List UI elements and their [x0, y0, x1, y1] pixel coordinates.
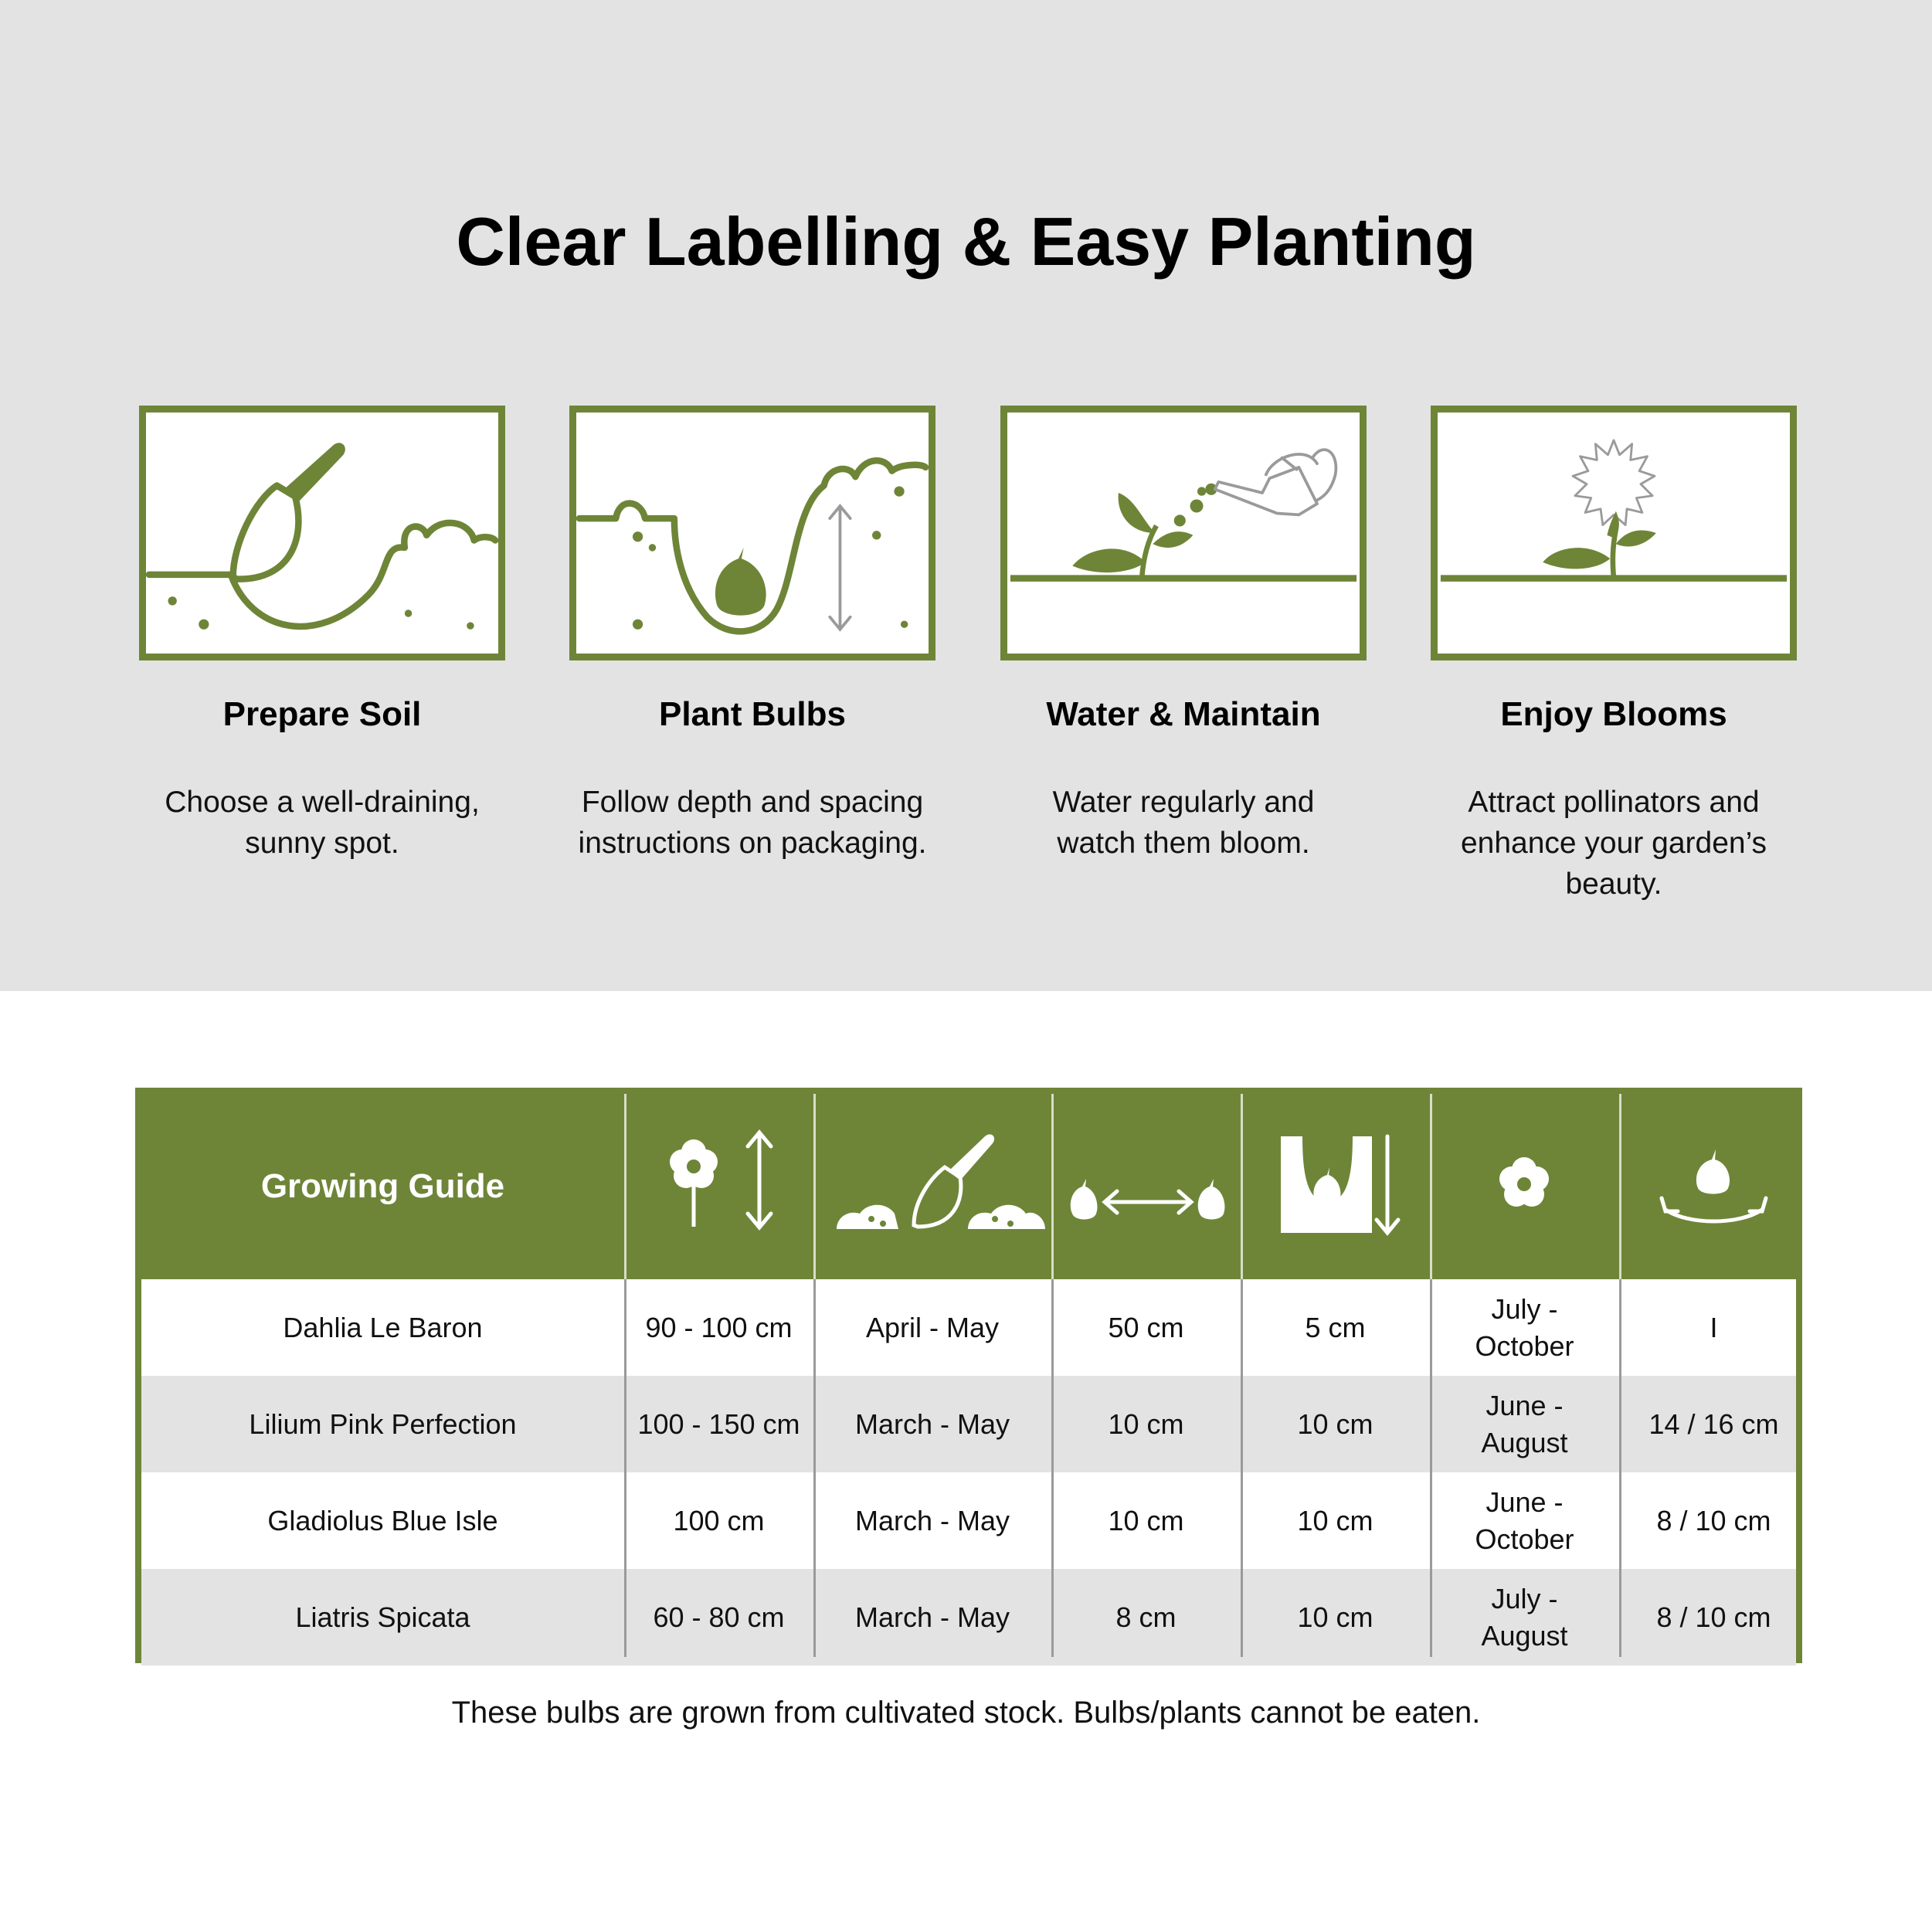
spacing-icon — [1051, 1094, 1241, 1279]
column-divider — [1241, 1094, 1243, 1279]
page-title: Clear Labelling & Easy Planting — [456, 203, 1476, 280]
cell-size: 8 / 10 cm — [1656, 1504, 1771, 1536]
cell-flowering — [1430, 1376, 1619, 1472]
cell-height: 100 cm — [673, 1504, 765, 1536]
planting-depth-icon — [1241, 1094, 1430, 1279]
step-title-enjoy-blooms: Enjoy Blooms — [1500, 695, 1727, 733]
bulb-in-hole-icon — [576, 413, 929, 654]
flowering-end: August — [1481, 1619, 1568, 1652]
trowel-soil-icon — [146, 413, 498, 654]
step-card-plant-bulbs — [569, 406, 935, 660]
step-desc-line: sunny spot. — [245, 827, 399, 860]
cell-planting: March - May — [854, 1504, 1010, 1536]
column-divider — [813, 1094, 816, 1279]
column-divider — [624, 1094, 626, 1279]
cell-size: 14 / 16 cm — [1648, 1407, 1779, 1440]
cell-spacing: 10 cm — [1108, 1504, 1184, 1536]
flowering-time-icon — [1430, 1094, 1619, 1279]
flowering-start: July - — [1491, 1582, 1558, 1615]
step-desc-line: Attract pollinators and — [1468, 786, 1760, 819]
footnote: These bulbs are grown from cultivated stock. Bulbs/plants cannot be eaten. — [451, 1696, 1481, 1730]
step-desc-enjoy-blooms — [1413, 782, 1815, 905]
step-card-enjoy-blooms — [1431, 406, 1797, 660]
step-title-water-maintain: Water & Maintain — [1046, 695, 1321, 733]
table-row — [141, 1376, 1796, 1472]
watering-can-icon — [1007, 413, 1360, 654]
cell-name: Lilium Pink Perfection — [249, 1407, 517, 1440]
step-title-prepare-soil: Prepare Soil — [222, 695, 422, 733]
step-desc-line: watch them bloom. — [1057, 827, 1310, 860]
cell-spacing: 8 cm — [1115, 1601, 1177, 1633]
cell-planting: April - May — [865, 1311, 1000, 1343]
cell-planting: March - May — [854, 1601, 1010, 1633]
flowering-start: July - — [1491, 1292, 1558, 1325]
flowering-end: August — [1481, 1426, 1568, 1458]
table-row — [141, 1472, 1796, 1569]
step-desc-water-maintain — [983, 782, 1384, 864]
guide-title: Growing Guide — [260, 1167, 505, 1205]
flowering-end: October — [1475, 1329, 1574, 1362]
cell-height: 60 - 80 cm — [653, 1601, 785, 1633]
cell-name: Dahlia Le Baron — [283, 1311, 483, 1343]
column-divider — [1430, 1094, 1432, 1279]
cell-depth: 5 cm — [1305, 1311, 1366, 1343]
guide-header — [141, 1094, 1796, 1279]
step-desc-line: enhance your garden’s — [1460, 827, 1767, 860]
cell-spacing: 50 cm — [1108, 1311, 1184, 1343]
planting-time-icon — [813, 1094, 1051, 1279]
column-divider — [1051, 1094, 1054, 1279]
cell-depth: 10 cm — [1297, 1504, 1373, 1536]
step-desc-line: instructions on packaging. — [578, 827, 927, 860]
column-divider — [1619, 1094, 1621, 1279]
step-desc-line: Choose a well-draining, — [165, 786, 480, 819]
cell-flowering — [1430, 1472, 1619, 1569]
flowering-start: June - — [1486, 1389, 1564, 1421]
step-desc-line: beauty. — [1565, 868, 1662, 901]
step-desc-line: Follow depth and spacing — [581, 786, 924, 819]
cell-size: I — [1710, 1311, 1718, 1343]
cell-flowering — [1430, 1569, 1619, 1665]
step-card-water-maintain — [1000, 406, 1367, 660]
growing-guide-table — [135, 1088, 1802, 1663]
step-title-plant-bulbs: Plant Bulbs — [658, 695, 847, 733]
cell-spacing: 10 cm — [1108, 1407, 1184, 1440]
plant-height-icon — [624, 1094, 813, 1279]
step-desc-line: Water regularly and — [1052, 786, 1315, 819]
cell-depth: 10 cm — [1297, 1601, 1373, 1633]
bulb-size-icon — [1619, 1094, 1808, 1279]
step-desc-prepare-soil — [121, 782, 523, 864]
flowering-end: October — [1475, 1523, 1574, 1555]
table-row — [141, 1569, 1796, 1665]
blooming-flower-icon — [1438, 413, 1790, 654]
step-card-prepare-soil — [139, 406, 505, 660]
flowering-start: June - — [1486, 1486, 1564, 1518]
cell-depth: 10 cm — [1297, 1407, 1373, 1440]
cell-size: 8 / 10 cm — [1656, 1601, 1771, 1633]
table-row — [141, 1279, 1796, 1376]
cell-name: Liatris Spicata — [295, 1601, 470, 1633]
cell-name: Gladiolus Blue Isle — [267, 1504, 498, 1536]
cell-planting: March - May — [854, 1407, 1010, 1440]
cell-flowering — [1430, 1279, 1619, 1376]
cell-height: 90 - 100 cm — [645, 1311, 793, 1343]
step-desc-plant-bulbs — [552, 782, 953, 864]
cell-height: 100 - 150 cm — [637, 1407, 800, 1440]
